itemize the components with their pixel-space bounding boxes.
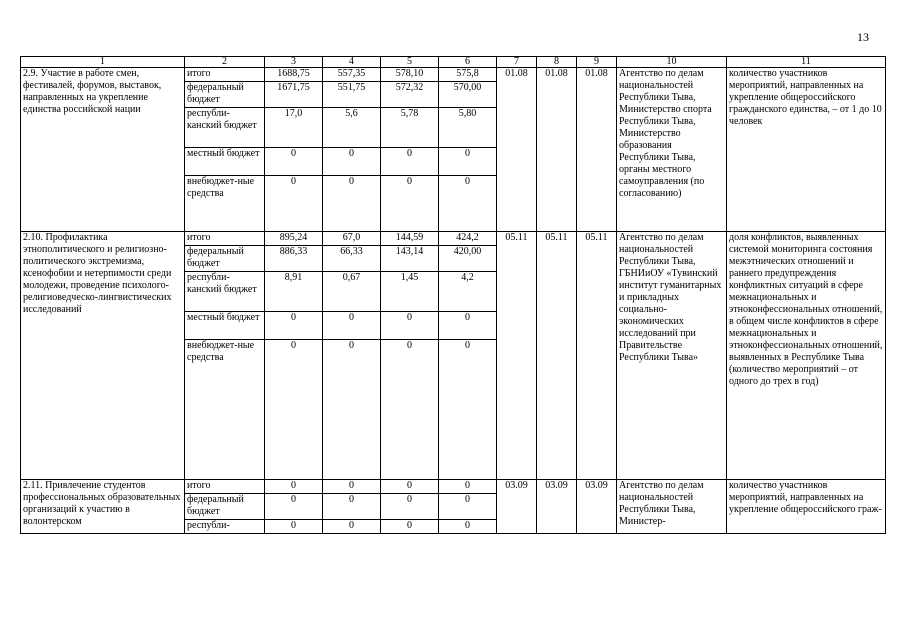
value-cell: 895,24: [265, 232, 323, 246]
value-cell: 0: [381, 312, 439, 340]
date-cell: 01.08: [537, 68, 577, 232]
header-row: [21, 57, 886, 68]
date-cell: 03.09: [497, 480, 537, 534]
value-cell: 0: [381, 176, 439, 232]
source-label: внебюджет-ные средства: [185, 340, 265, 480]
measure-name: 2.10. Профилактика этнополитического и религиозно-политического экстремизма, ксенофобии и нетерпимости среди молодежи, проведение психолого-религиоведческо-лингвистических исследований: [21, 232, 185, 480]
source-label: федеральный бюджет: [185, 82, 265, 108]
value-cell: 0: [323, 520, 381, 534]
value-cell: 0: [323, 312, 381, 340]
header-cell: 1: [21, 57, 185, 68]
measure-name: 2.11. Привлечение студентов профессиональных образовательных организаций к участию в волонтерском: [21, 480, 185, 534]
value-cell: 8,91: [265, 272, 323, 312]
value-cell: 5,78: [381, 108, 439, 148]
value-cell: 143,14: [381, 246, 439, 272]
source-label: итого: [185, 480, 265, 494]
value-cell: 551,75: [323, 82, 381, 108]
date-cell: 05.11: [577, 232, 617, 480]
table-row: [21, 68, 886, 82]
value-cell: 0: [381, 520, 439, 534]
program-table: [20, 56, 886, 534]
source-label: итого: [185, 68, 265, 82]
value-cell: 557,35: [323, 68, 381, 82]
value-cell: 0: [381, 148, 439, 176]
value-cell: 144,59: [381, 232, 439, 246]
value-cell: 886,33: [265, 246, 323, 272]
table-row: [21, 232, 886, 246]
source-label: республи-канский бюджет: [185, 108, 265, 148]
header-cell: 5: [381, 57, 439, 68]
value-cell: 0: [323, 340, 381, 480]
value-cell: 0: [381, 494, 439, 520]
header-cell: 4: [323, 57, 381, 68]
value-cell: 0: [323, 176, 381, 232]
header-cell: 10: [617, 57, 727, 68]
date-cell: 05.11: [537, 232, 577, 480]
indicator-cell: количество участников мероприятий, направленных на укрепление общероссийского граж-: [727, 480, 886, 534]
executor-cell: Агентство по делам национальностей Республики Тыва, ГБНИиОУ «Тувинский институт гуманитарных и прикладных социально-экономических исследований при Правительстве Республики Тыва»: [617, 232, 727, 480]
value-cell: 575,8: [439, 68, 497, 82]
page-number: 13: [857, 30, 869, 44]
indicator-cell: количество участников мероприятий, направленных на укрепление общероссийского гражданского единства, – от 1 до 10 человек: [727, 68, 886, 232]
source-label: федеральный бюджет: [185, 494, 265, 520]
executor-cell: Агентство по делам национальностей Республики Тыва, Министерство спорта Республики Тыва, Министерство образования Республики Тыва, органы местного самоуправления (по согласованию): [617, 68, 727, 232]
value-cell: 66,33: [323, 246, 381, 272]
value-cell: 1671,75: [265, 82, 323, 108]
source-label: федеральный бюджет: [185, 246, 265, 272]
value-cell: 17,0: [265, 108, 323, 148]
source-label: итого: [185, 232, 265, 246]
value-cell: 4,2: [439, 272, 497, 312]
header-cell: 11: [727, 57, 886, 68]
value-cell: 0: [265, 480, 323, 494]
source-label: местный бюджет: [185, 148, 265, 176]
value-cell: 0: [439, 494, 497, 520]
value-cell: 0: [439, 480, 497, 494]
value-cell: 5,80: [439, 108, 497, 148]
value-cell: 0: [439, 176, 497, 232]
header-cell: 3: [265, 57, 323, 68]
date-cell: 05.11: [497, 232, 537, 480]
value-cell: 578,10: [381, 68, 439, 82]
measure-name: 2.9. Участие в работе смен, фестивалей, форумов, выставок, направленных на укрепление единства российской нации: [21, 68, 185, 232]
executor-cell: Агентство по делам национальностей Республики Тыва, Министер-: [617, 480, 727, 534]
value-cell: 572,32: [381, 82, 439, 108]
value-cell: 1,45: [381, 272, 439, 312]
value-cell: 67,0: [323, 232, 381, 246]
source-label: местный бюджет: [185, 312, 265, 340]
header-cell: 6: [439, 57, 497, 68]
date-cell: 01.08: [577, 68, 617, 232]
value-cell: 1688,75: [265, 68, 323, 82]
value-cell: 0,67: [323, 272, 381, 312]
table-row: [21, 480, 886, 494]
value-cell: 0: [265, 312, 323, 340]
header-cell: 9: [577, 57, 617, 68]
source-label: республи-: [185, 520, 265, 534]
value-cell: 0: [265, 148, 323, 176]
date-cell: 03.09: [577, 480, 617, 534]
value-cell: 0: [439, 148, 497, 176]
value-cell: 0: [323, 480, 381, 494]
value-cell: 0: [265, 520, 323, 534]
header-cell: 8: [537, 57, 577, 68]
value-cell: 0: [323, 494, 381, 520]
value-cell: 0: [439, 520, 497, 534]
value-cell: 0: [265, 494, 323, 520]
date-cell: 01.08: [497, 68, 537, 232]
value-cell: 420,00: [439, 246, 497, 272]
source-label: республи-канский бюджет: [185, 272, 265, 312]
value-cell: 570,00: [439, 82, 497, 108]
value-cell: 0: [265, 340, 323, 480]
date-cell: 03.09: [537, 480, 577, 534]
value-cell: 0: [323, 148, 381, 176]
value-cell: 0: [439, 312, 497, 340]
value-cell: 0: [265, 176, 323, 232]
value-cell: 0: [439, 340, 497, 480]
header-cell: 2: [185, 57, 265, 68]
value-cell: 0: [381, 480, 439, 494]
indicator-cell: доля конфликтов, выявленных системой мониторинга состояния межэтнических отношений и раннего предупреждения конфликтных ситуаций в сфере межнациональных и этноконфессиональных отношений, в общем числе конфликтов в сфере межнациональных и этноконфессиональных отношений, выявленных в Республике Тыва (количество мероприятий – от одного до трех в год): [727, 232, 886, 480]
value-cell: 424,2: [439, 232, 497, 246]
header-cell: 7: [497, 57, 537, 68]
value-cell: 0: [381, 340, 439, 480]
value-cell: 5,6: [323, 108, 381, 148]
source-label: внебюджет-ные средства: [185, 176, 265, 232]
